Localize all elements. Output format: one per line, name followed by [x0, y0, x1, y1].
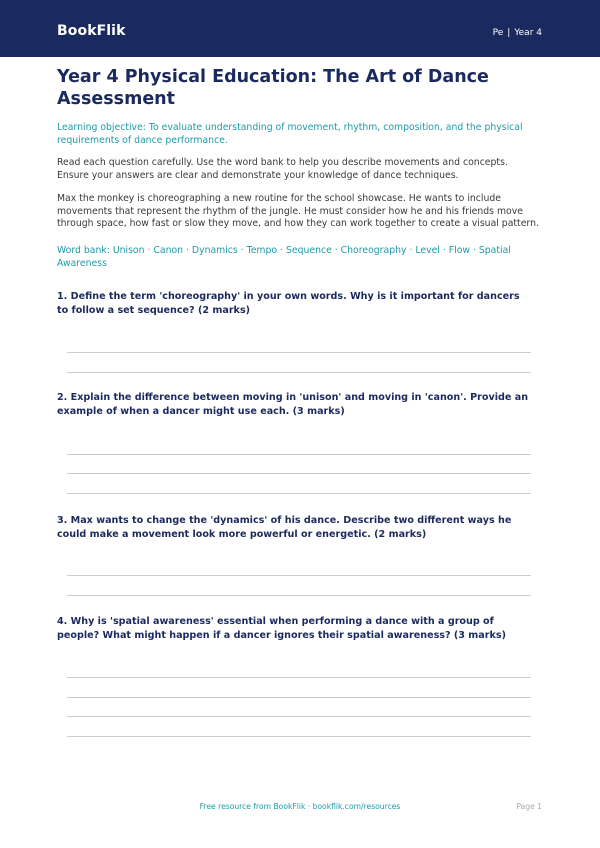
- word-bank: Word bank: Unison · Canon · Dynamics · Tempo · Sequence · Choreography · Level · Flow · Spatial Awareness: [57, 245, 511, 269]
- scenario-text: Max the monkey is choreographing a new routine for the school showcase. He wants to include movements that represent the rhythm of the jungle. He must consider how he and his friends move through space, how fast or slow they move, and how they can work together to create a visual pattern.: [57, 193, 539, 229]
- answer-line[interactable]: [67, 473, 531, 474]
- answer-line[interactable]: [67, 372, 531, 373]
- question-3: 3. Max wants to change the 'dynamics' of his dance. Describe two different ways he could make a movement look more powerful or energetic. (2 marks): [57, 515, 512, 540]
- footer-credit[interactable]: Free resource from BookFlik · bookflik.com/resources: [199, 802, 401, 811]
- answer-line[interactable]: [67, 677, 531, 678]
- instructions-text: Read each question carefully. Use the word bank to help you describe movements and concepts. Ensure your answers are clear and demonstrate your knowledge of dance techniques.: [57, 157, 508, 181]
- answer-line[interactable]: [67, 493, 531, 494]
- year-label: Year 4: [514, 28, 542, 38]
- question-1: 1. Define the term 'choreography' in your own words. Why is it important for dancers to follow a set sequence? (2 marks): [57, 291, 520, 316]
- learning-objective: Learning objective: To evaluate understanding of movement, rhythm, composition, and the physical requirements of dance performance.: [57, 122, 523, 146]
- answer-line[interactable]: [67, 454, 531, 455]
- answer-line[interactable]: [67, 716, 531, 717]
- question-2: 2. Explain the difference between moving in 'unison' and moving in 'canon'. Provide an example of when a dancer might use each. (3 marks): [57, 392, 529, 417]
- page-header: [0, 0, 600, 57]
- subject-year-label: [493, 28, 542, 38]
- answer-line[interactable]: [67, 575, 531, 576]
- question-4: 4. Why is 'spatial awareness' essential when performing a dance with a group of people? What might happen if a dancer ignores their spatial awareness? (3 marks): [57, 616, 506, 641]
- answer-line[interactable]: [67, 352, 531, 353]
- answer-line[interactable]: [67, 697, 531, 698]
- answer-line[interactable]: [67, 595, 531, 596]
- answer-line[interactable]: [67, 736, 531, 737]
- subject-label: Pe: [492, 28, 504, 38]
- brand-logo[interactable]: BookFlik: [57, 23, 126, 39]
- crumb-separator: |: [507, 28, 511, 38]
- page-number: Page 1: [516, 802, 542, 811]
- page-title: Year 4 Physical Education: The Art of Dance Assessment: [57, 67, 489, 109]
